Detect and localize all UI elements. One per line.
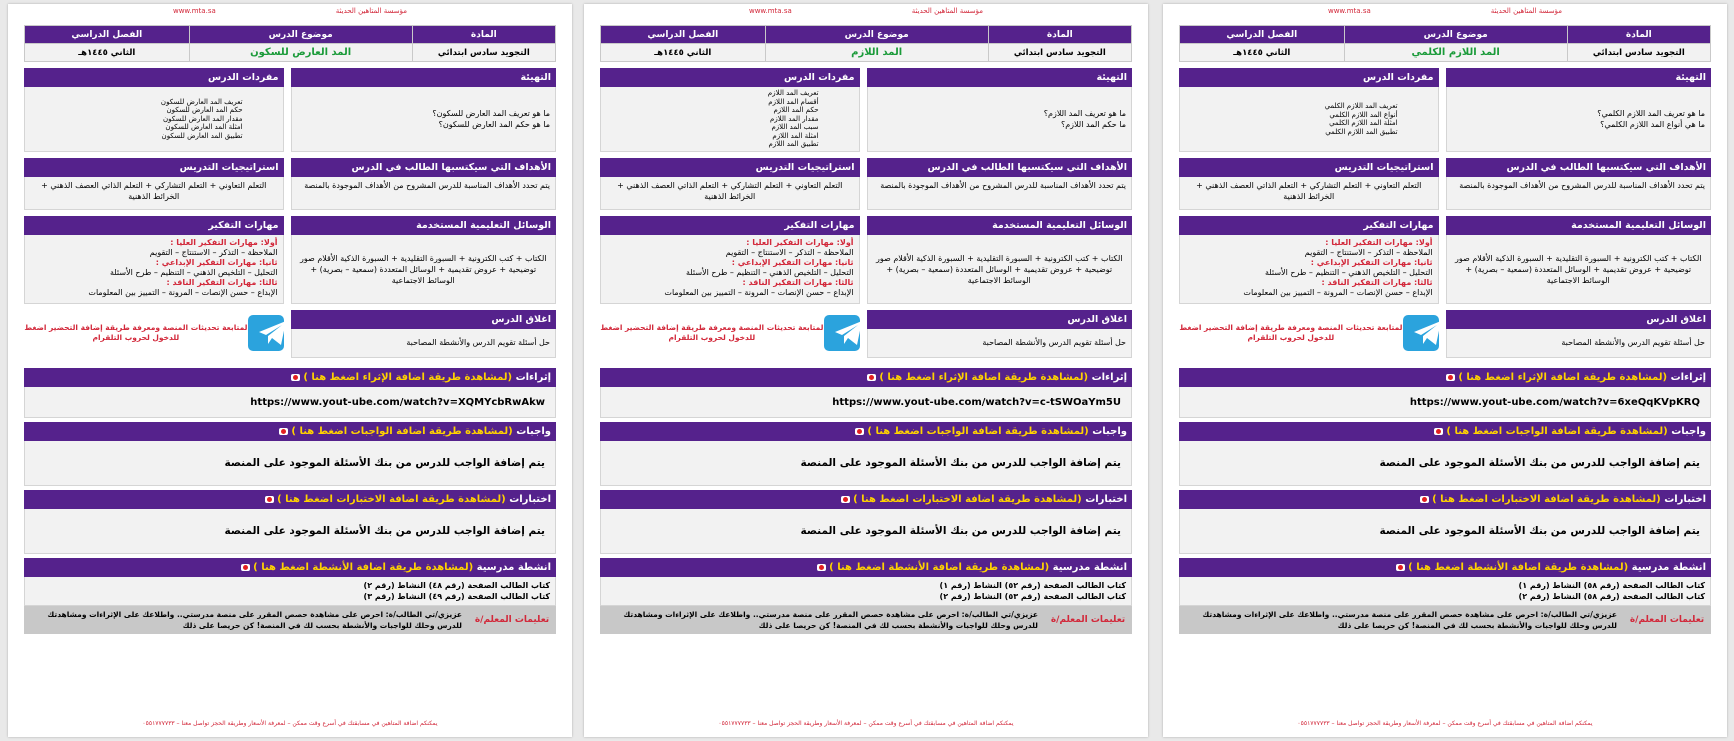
tests-text: يتم إضافة الواجب للدرس من بنك الأسئلة الموجود على المنصة [1179, 509, 1711, 554]
warmup-q1: ما هو تعريف المد العارض للسكون؟ [432, 109, 550, 118]
activity-item: كتاب الطالب الصفحة (رقم ٥٨) النشاط (رقم ٢) [1518, 592, 1705, 601]
activity-item: كتاب الطالب الصفحة (رقم ٥٨) النشاط (رقم ١) [1518, 581, 1705, 590]
aids-box [867, 216, 1132, 304]
term-value: الثاني ١٤٤٥هـ [25, 44, 190, 62]
youtube-icon[interactable] [1446, 374, 1455, 381]
topic-value: المد العارض للسكون [189, 44, 412, 62]
telegram-text: لمتابعة تحديثات المنصة ومعرفة طريقة إضافة التحضير اضغط للدخول لحروب التلقرام [1179, 323, 1403, 342]
units-box [24, 68, 284, 152]
homework-title: واجبات [1671, 426, 1706, 437]
strategies-box [24, 158, 284, 210]
goals-text: يتم تحدد الأهداف المناسبة للدرس المشروح من الأهداف الموجودة بالمنصة [867, 177, 1132, 210]
homework-text: يتم إضافة الواجب للدرس من بنك الأسئلة الموجود على المنصة [24, 441, 556, 486]
teacher-instructions [24, 606, 556, 634]
unit-item: سبب المد اللازم [771, 123, 819, 132]
activity-item: كتاب الطالب الصفحة (رقم ٥٢) النشاط (رقم ١) [939, 581, 1126, 590]
tests-title: اختبارات [1085, 494, 1127, 505]
telegram-text: لمتابعة تحديثات المنصة ومعرفة طريقة إضافة التحضير اضغط للدخول لحروب التلقرام [24, 323, 248, 342]
aids-text: الكتاب + كتب الكترونية + السبورة التقليدية + السبورة الذكية الأقلام صور توضيحية + عروض تقديمية + الوسائل المتعددة (سمعية – بصرية) + الوسائط الاجتماعية [1446, 235, 1711, 304]
close-title: اغلاق الدرس [291, 310, 556, 329]
unit-item: تعريف المد العارض للسكون [160, 97, 243, 106]
lesson-page-2 [584, 4, 1148, 737]
activities-section [600, 558, 1132, 606]
thinking-text-3: الإبداع – حسن الإنصات – المرونة – التمييز بين المعلومات [1243, 288, 1433, 297]
unit-item: تطبيق المد العارض للسكون [161, 131, 243, 140]
teacher-text: عزيزي/تي الطالب/ة: احرص على مشاهدة حصص المقرر على منصة مدرستي.. واطلاعك على الإثراءات ومشاهدتك للدرس وحلك للواجبات والأنشطة بحسب لك في المنصة! كن حريصا على ذلك [24, 606, 468, 634]
tests-link[interactable]: (لمشاهدة طريقة اضافة الاختبارات اضغط هنا ) [1432, 494, 1661, 505]
thinking-box [600, 216, 860, 304]
aids-title: الوسائل التعليمية المستخدمة [291, 216, 556, 235]
activities-link[interactable]: (لمشاهدة طريقة اضافة الأنشطة اضغط هنا ) [829, 562, 1050, 573]
lesson-header-table [1179, 25, 1711, 62]
warmup-title: التهيئة [867, 68, 1132, 87]
thinking-text-2: التحليل – التلخيص الذهني – التنظيم – طرح الأسئلة [109, 268, 278, 277]
units-title: مفردات الدرس [1179, 68, 1439, 87]
youtube-icon[interactable] [867, 374, 876, 381]
homework-link[interactable]: (لمشاهدة طريقة اضافة الواجبات اضغط هنا ) [291, 426, 513, 437]
thinking-title: مهارات التفكير [600, 216, 860, 235]
thinking-title: مهارات التفكير [24, 216, 284, 235]
page-top-bar [1179, 4, 1711, 18]
telegram-promo[interactable] [1179, 310, 1439, 356]
org-name: مؤسسة المتاهين الحديثة [911, 7, 984, 15]
thinking-box [24, 216, 284, 304]
page-top-bar [600, 4, 1132, 18]
term-value: الثاني ١٤٤٥هـ [601, 44, 766, 62]
tests-text: يتم إضافة الواجب للدرس من بنك الأسئلة الموجود على المنصة [24, 509, 556, 554]
youtube-icon[interactable] [291, 374, 300, 381]
unit-item: امثلة المد العارض للسكون [165, 123, 243, 132]
thinking-level-2: ثانيا: مهارات التفكير الإبداعي : [731, 258, 854, 267]
close-box [291, 310, 556, 358]
activity-item: كتاب الطالب الصفحة (رقم ٥٣) النشاط (رقم ٢) [939, 592, 1126, 601]
thinking-level-3: ثالثا: مهارات التفكير الناقد : [1321, 278, 1433, 287]
telegram-text: لمتابعة تحديثات المنصة ومعرفة طريقة إضافة التحضير اضغط للدخول لحروب التلقرام [600, 323, 824, 342]
thinking-text-1: الملاحظة – التذكر – الاستنتاج – التقويم [149, 248, 278, 257]
warmup-q1: ما هو تعريف المد اللازم؟ [1043, 109, 1126, 118]
page-footer: يمكنكم اضافة المتاهين في مسابقتك في أسرع وقت ممكن – لمعرفة الأسعار وطريقة الحجز تواصل معنا – ٠٥٥١٧٧٧٧٣٣ [142, 720, 438, 727]
strategies-text: التعلم التعاوني + التعلم التشاركي + التعلم الذاتي العصف الذهني + الخرائط الذهنية [24, 177, 284, 210]
subject-value: التجويد سادس ابتدائي [988, 44, 1131, 62]
enrichment-link[interactable]: (لمشاهدة طريقة اضافة الإثراء اضغط هنا ) [303, 372, 513, 383]
term-value: الثاني ١٤٤٥هـ [1180, 44, 1345, 62]
activities-link[interactable]: (لمشاهدة طريقة اضافة الأنشطة اضغط هنا ) [1408, 562, 1629, 573]
homework-link[interactable]: (لمشاهدة طريقة اضافة الواجبات اضغط هنا ) [867, 426, 1089, 437]
youtube-icon[interactable] [265, 496, 274, 503]
unit-item: مقدار المد اللازم [770, 114, 819, 123]
close-text: حل أسئلة تقويم الدرس والأنشطة المصاحبة [867, 329, 1132, 358]
hdr-subject: المادة [412, 26, 555, 44]
aids-title: الوسائل التعليمية المستخدمة [867, 216, 1132, 235]
subject-value: التجويد سادس ابتدائي [412, 44, 555, 62]
tests-link[interactable]: (لمشاهدة طريقة اضافة الاختبارات اضغط هنا ) [277, 494, 506, 505]
site-link[interactable]: www.mta.sa [172, 7, 216, 15]
org-name: مؤسسة المتاهين الحديثة [1490, 7, 1563, 15]
enrichment-section [24, 368, 556, 418]
page-footer: يمكنكم اضافة المتاهين في مسابقتك في أسرع وقت ممكن – لمعرفة الأسعار وطريقة الحجز تواصل معنا – ٠٥٥١٧٧٧٧٣٣ [1297, 720, 1593, 727]
telegram-promo[interactable] [600, 310, 860, 356]
youtube-icon[interactable] [279, 428, 288, 435]
activities-section [24, 558, 556, 606]
close-box [1446, 310, 1711, 358]
lesson-page-1 [1163, 4, 1727, 737]
goals-box [867, 158, 1132, 210]
warmup-title: التهيئة [291, 68, 556, 87]
hdr-subject: المادة [1567, 26, 1710, 44]
goals-title: الأهداف التي سيكتسبها الطالب في الدرس [291, 158, 556, 177]
strategies-text: التعلم التعاوني + التعلم التشاركي + التعلم الذاتي العصف الذهني + الخرائط الذهنية [600, 177, 860, 210]
teacher-text: عزيزي/تي الطالب/ة: احرص على مشاهدة حصص المقرر على منصة مدرستي.. واطلاعك على الإثراءات ومشاهدتك للدرس وحلك للواجبات والأنشطة بحسب لك في المنصة! كن حريصا على ذلك [600, 606, 1044, 634]
activities-title: انشطة مدرسية [476, 562, 551, 573]
hdr-term: الفصل الدراسي [601, 26, 766, 44]
hdr-topic: موضوع الدرس [189, 26, 412, 44]
aids-text: الكتاب + كتب الكترونية + السبورة التقليدية + السبورة الذكية الأقلام صور توضيحية + عروض تقديمية + الوسائل المتعددة (سمعية – بصرية) + الوسائط الاجتماعية [291, 235, 556, 304]
warmup-box [1446, 68, 1711, 152]
strategies-title: استراتيجيات التدريس [24, 158, 284, 177]
thinking-level-1: أولا: مهارات التفكير العليا : [746, 238, 854, 247]
thinking-level-3: ثالثا: مهارات التفكير الناقد : [166, 278, 278, 287]
enrichment-title: إثراءات [515, 372, 551, 383]
hdr-term: الفصل الدراسي [1180, 26, 1345, 44]
tests-link[interactable]: (لمشاهدة طريقة اضافة الاختبارات اضغط هنا ) [853, 494, 1082, 505]
homework-section [24, 422, 556, 486]
warmup-q2: ما هو حكم المد العارض للسكون؟ [438, 120, 550, 129]
unit-item: مقدار المد العارض للسكون [163, 114, 243, 123]
subject-value: التجويد سادس ابتدائي [1567, 44, 1710, 62]
homework-title: واجبات [516, 426, 551, 437]
unit-item: تعريف المد اللازم [767, 89, 819, 98]
homework-text: يتم إضافة الواجب للدرس من بنك الأسئلة الموجود على المنصة [600, 441, 1132, 486]
aids-box [1446, 216, 1711, 304]
tests-title: اختبارات [509, 494, 551, 505]
telegram-icon[interactable] [824, 315, 860, 351]
enrichment-link[interactable]: (لمشاهدة طريقة اضافة الإثراء اضغط هنا ) [879, 372, 1089, 383]
unit-item: حكم المد اللازم [773, 106, 819, 115]
tests-section [600, 490, 1132, 554]
warmup-q1: ما هو تعريف المد اللازم الكلمي؟ [1597, 109, 1705, 118]
strategies-title: استراتيجيات التدريس [600, 158, 860, 177]
telegram-icon[interactable] [1403, 315, 1439, 351]
thinking-text-1: الملاحظة – التذكر – الاستنتاج – التقويم [725, 248, 854, 257]
hdr-topic: موضوع الدرس [1344, 26, 1567, 44]
thinking-text-2: التحليل – التلخيص الذهني – التنظيم – طرح الأسئلة [685, 268, 854, 277]
enrichment-title: إثراءات [1091, 372, 1127, 383]
thinking-level-2: ثانيا: مهارات التفكير الإبداعي : [155, 258, 278, 267]
goals-box [1446, 158, 1711, 210]
enrichment-section [1179, 368, 1711, 418]
activities-link[interactable]: (لمشاهدة طريقة اضافة الأنشطة اضغط هنا ) [253, 562, 474, 573]
units-title: مفردات الدرس [600, 68, 860, 87]
enrichment-link[interactable]: (لمشاهدة طريقة اضافة الإثراء اضغط هنا ) [1458, 372, 1668, 383]
thinking-text-2: التحليل – التلخيص الذهني – التنظيم – طرح الأسئلة [1264, 268, 1433, 277]
telegram-promo[interactable] [24, 310, 284, 356]
aids-title: الوسائل التعليمية المستخدمة [1446, 216, 1711, 235]
hdr-term: الفصل الدراسي [25, 26, 190, 44]
unit-item: تعريف المد اللازم الكلمي [1324, 102, 1398, 110]
unit-item: حكم المد العارض للسكون [166, 106, 243, 115]
aids-text: الكتاب + كتب الكترونية + السبورة التقليدية + السبورة الذكية الأقلام صور توضيحية + عروض تقديمية + الوسائل المتعددة (سمعية – بصرية) + الوسائط الاجتماعية [867, 235, 1132, 304]
thinking-level-1: أولا: مهارات التفكير العليا : [170, 238, 278, 247]
unit-item: تطبيق المد اللازم [768, 140, 819, 149]
goals-title: الأهداف التي سيكتسبها الطالب في الدرس [867, 158, 1132, 177]
topic-value: المد اللازم [765, 44, 988, 62]
close-box [867, 310, 1132, 358]
strategies-text: التعلم التعاوني + التعلم التشاركي + التعلم الذاتي العصف الذهني + الخرائط الذهنية [1179, 177, 1439, 210]
strategies-title: استراتيجيات التدريس [1179, 158, 1439, 177]
close-title: اغلاق الدرس [1446, 310, 1711, 329]
units-box [600, 68, 860, 152]
thinking-text-3: الإبداع – حسن الإنصات – المرونة – التمييز بين المعلومات [88, 288, 278, 297]
units-title: مفردات الدرس [24, 68, 284, 87]
tests-title: اختبارات [1664, 494, 1706, 505]
goals-box [291, 158, 556, 210]
strategies-box [1179, 158, 1439, 210]
activities-section [1179, 558, 1711, 606]
teacher-label: تعليمات المعلم/ة [468, 606, 556, 634]
thinking-level-2: ثانيا: مهارات التفكير الإبداعي : [1310, 258, 1433, 267]
youtube-icon[interactable] [1396, 564, 1405, 571]
thinking-title: مهارات التفكير [1179, 216, 1439, 235]
activities-title: انشطة مدرسية [1631, 562, 1706, 573]
lesson-header-table [24, 25, 556, 62]
close-text: حل أسئلة تقويم الدرس والأنشطة المصاحبة [1446, 329, 1711, 358]
topic-value: المد اللازم الكلمي [1344, 44, 1567, 62]
youtube-icon[interactable] [1420, 496, 1429, 503]
homework-link[interactable]: (لمشاهدة طريقة اضافة الواجبات اضغط هنا ) [1446, 426, 1668, 437]
youtube-icon[interactable] [241, 564, 250, 571]
page-top-bar [24, 4, 556, 18]
units-list [24, 87, 284, 152]
aids-box [291, 216, 556, 304]
units-list [1179, 87, 1439, 152]
goals-title: الأهداف التي سيكتسبها الطالب في الدرس [1446, 158, 1711, 177]
lesson-page-3 [8, 4, 572, 737]
unit-item: تطبيق المد اللازم الكلمي [1325, 127, 1398, 136]
homework-section [600, 422, 1132, 486]
close-text: حل أسئلة تقويم الدرس والأنشطة المصاحبة [291, 329, 556, 358]
hdr-topic: موضوع الدرس [765, 26, 988, 44]
homework-text: يتم إضافة الواجب للدرس من بنك الأسئلة الموجود على المنصة [1179, 441, 1711, 486]
enrichment-url[interactable]: https://www.yout-ube.com/watch?v=c-tSWOaYm5U [600, 387, 1132, 418]
thinking-text-1: الملاحظة – التذكر – الاستنتاج – التقويم [1304, 248, 1433, 257]
units-box [1179, 68, 1439, 152]
goals-text: يتم تحدد الأهداف المناسبة للدرس المشروح من الأهداف الموجودة بالمنصة [1446, 177, 1711, 210]
unit-item: أنواع المد اللازم الكلمي [1329, 110, 1398, 119]
enrichment-section [600, 368, 1132, 418]
telegram-icon[interactable] [248, 315, 284, 351]
thinking-box [1179, 216, 1439, 304]
tests-section [1179, 490, 1711, 554]
enrichment-title: إثراءات [1670, 372, 1706, 383]
warmup-box [291, 68, 556, 152]
unit-item: امثلة المد اللازم [772, 131, 819, 140]
thinking-level-1: أولا: مهارات التفكير العليا : [1325, 238, 1433, 247]
warmup-box [867, 68, 1132, 152]
warmup-q2: ما هي أنواع المد اللازم الكلمي؟ [1600, 120, 1705, 129]
enrichment-url[interactable]: https://www.yout-ube.com/watch?v=XQMYcbRwAkw [24, 387, 556, 418]
youtube-icon[interactable] [1434, 428, 1443, 435]
youtube-icon[interactable] [817, 564, 826, 571]
thinking-text-3: الإبداع – حسن الإنصات – المرونة – التمييز بين المعلومات [664, 288, 854, 297]
homework-title: واجبات [1092, 426, 1127, 437]
unit-item: امثلة المد اللازم الكلمي [1329, 119, 1398, 127]
teacher-label: تعليمات المعلم/ة [1044, 606, 1132, 634]
lesson-header-table [600, 25, 1132, 62]
warmup-title: التهيئة [1446, 68, 1711, 87]
youtube-icon[interactable] [841, 496, 850, 503]
teacher-label: تعليمات المعلم/ة [1623, 606, 1711, 634]
site-link[interactable]: www.mta.sa [1327, 7, 1371, 15]
unit-item: أقسام المد اللازم [768, 97, 819, 106]
tests-section [24, 490, 556, 554]
strategies-box [600, 158, 860, 210]
page-footer: يمكنكم اضافة المتاهين في مسابقتك في أسرع وقت ممكن – لمعرفة الأسعار وطريقة الحجز تواصل معنا – ٠٥٥١٧٧٧٧٣٣ [718, 720, 1014, 727]
warmup-q2: ما حكم المد اللازم؟ [1060, 120, 1126, 129]
org-name: مؤسسة المتاهين الحديثة [335, 7, 408, 15]
thinking-level-3: ثالثا: مهارات التفكير الناقد : [742, 278, 854, 287]
hdr-subject: المادة [988, 26, 1131, 44]
teacher-instructions [600, 606, 1132, 634]
tests-text: يتم إضافة الواجب للدرس من بنك الأسئلة الموجود على المنصة [600, 509, 1132, 554]
teacher-instructions [1179, 606, 1711, 634]
units-list [600, 87, 860, 152]
teacher-text: عزيزي/تي الطالب/ة: احرص على مشاهدة حصص المقرر على منصة مدرستي.. واطلاعك على الإثراءات ومشاهدتك للدرس وحلك للواجبات والأنشطة بحسب لك في المنصة! كن حريصا على ذلك [1179, 606, 1623, 634]
activity-item: كتاب الطالب الصفحة (رقم ٤٩) النشاط (رقم ٣) [363, 592, 550, 601]
close-title: اغلاق الدرس [867, 310, 1132, 329]
homework-section [1179, 422, 1711, 486]
activities-title: انشطة مدرسية [1052, 562, 1127, 573]
site-link[interactable]: www.mta.sa [748, 7, 792, 15]
goals-text: يتم تحدد الأهداف المناسبة للدرس المشروح من الأهداف الموجودة بالمنصة [291, 177, 556, 210]
youtube-icon[interactable] [855, 428, 864, 435]
activity-item: كتاب الطالب الصفحة (رقم ٤٨) النشاط (رقم ٢) [363, 581, 550, 590]
enrichment-url[interactable]: https://www.yout-ube.com/watch?v=6xeQqKVpKRQ [1179, 387, 1711, 418]
